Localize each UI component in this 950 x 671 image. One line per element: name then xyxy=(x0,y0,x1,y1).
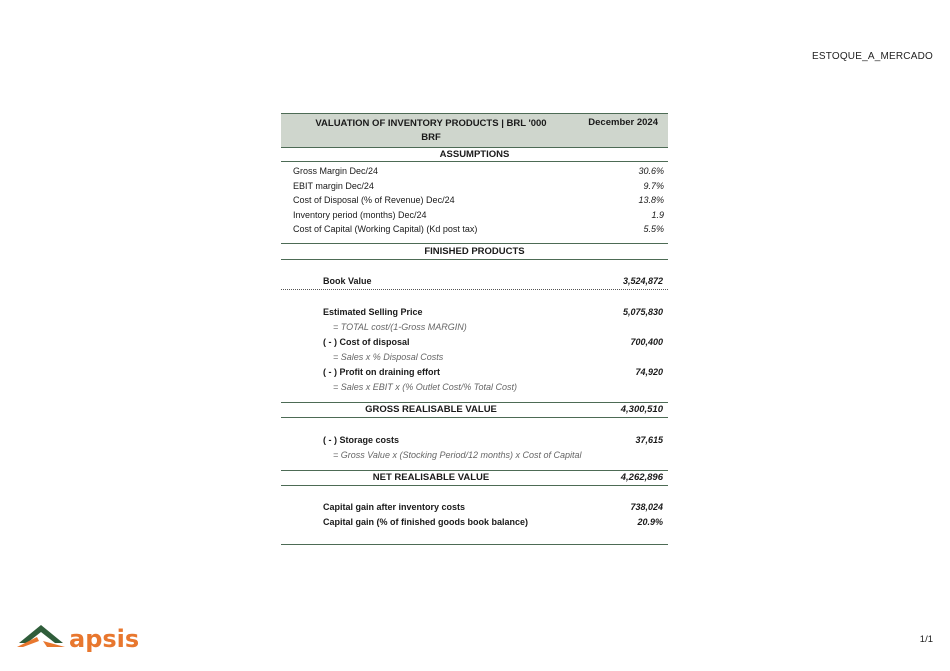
assumption-row: Inventory period (months) Dec/24 1.9 xyxy=(293,209,664,220)
book-value-row: Book Value 3,524,872 xyxy=(323,275,663,286)
formula-note: = Sales x EBIT x (% Outlet Cost/% Total Cost) xyxy=(333,381,517,392)
apsis-logo xyxy=(17,622,157,652)
document-code: ESTOQUE_A_MERCADO xyxy=(811,51,933,62)
storage-costs-row: ( - ) Storage costs 37,615 xyxy=(323,434,663,445)
title-line-1: VALUATION OF INVENTORY PRODUCTS | BRL '000 xyxy=(315,118,547,129)
title-line-2: BRF xyxy=(421,132,441,143)
table-header xyxy=(281,113,668,148)
assumption-row: Gross Margin Dec/24 30.6% xyxy=(293,166,664,176)
assumption-row: Cost of Disposal (% of Revenue) Dec/24 13.8% xyxy=(293,195,664,205)
formula-note: = Gross Value x (Stocking Period/12 months) x Cost of Capital xyxy=(333,449,582,460)
formula-note: = TOTAL cost/(1-Gross MARGIN) xyxy=(333,321,467,332)
formula-note: = Sales x % Disposal Costs xyxy=(333,351,444,362)
capital-gain-row: Capital gain after inventory costs 738,024 xyxy=(323,501,663,512)
page-number: 1/1 xyxy=(919,634,933,645)
assumption-row: Cost of Capital (Working Capital) (Kd post tax) 5.5% xyxy=(293,224,664,234)
selling-price-row: Estimated Selling Price 5,075,830 xyxy=(323,306,663,317)
gross-realisable-row: GROSS REALISABLE VALUE 4,300,510 xyxy=(281,402,668,418)
valuation-table xyxy=(281,113,668,545)
header-date: December 2024 xyxy=(588,117,658,128)
profit-draining-row: ( - ) Profit on draining effort 74,920 xyxy=(323,366,663,377)
net-realisable-row: NET REALISABLE VALUE 4,262,896 xyxy=(281,470,668,486)
finished-products-title: FINISHED PRODUCTS xyxy=(281,244,668,260)
cost-disposal-row: ( - ) Cost of disposal 700,400 xyxy=(323,336,663,347)
assumption-row: EBIT margin Dec/24 9.7% xyxy=(293,180,664,191)
apsis-logo-mark xyxy=(17,622,157,652)
assumptions-title: ASSUMPTIONS xyxy=(281,148,668,162)
capital-gain-pct-row: Capital gain (% of finished goods book balance) 20.9% xyxy=(323,516,663,527)
svg-text:apsis: apsis xyxy=(69,625,140,652)
table-title xyxy=(281,117,581,145)
